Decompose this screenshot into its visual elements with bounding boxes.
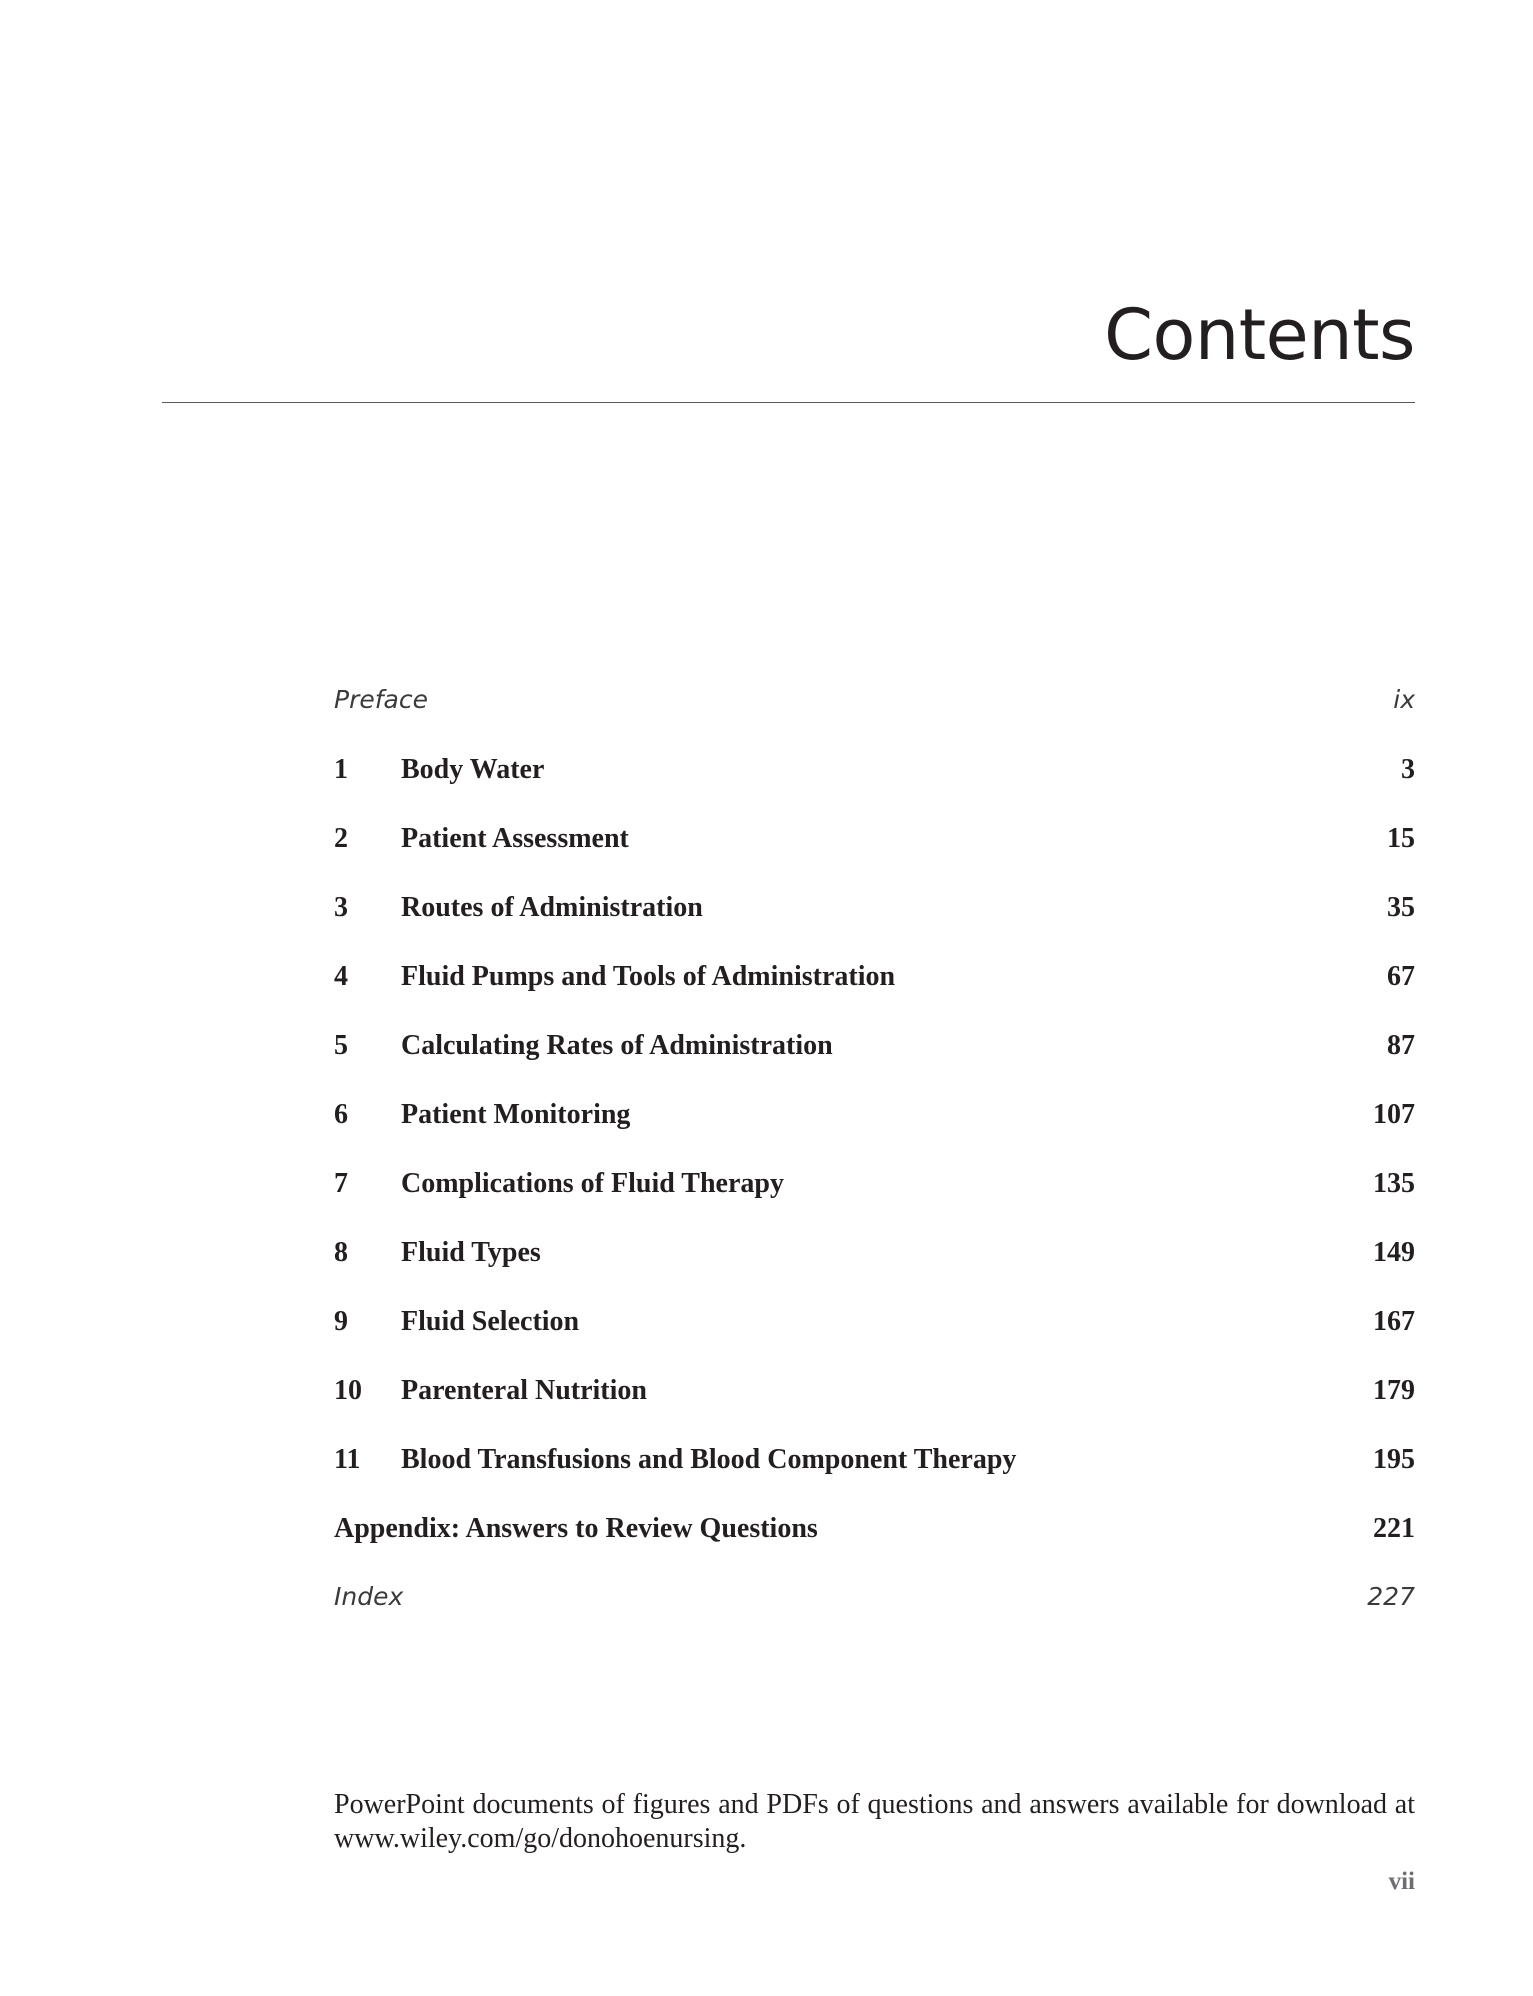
toc-entry-chapter-10[interactable] xyxy=(334,1375,1415,1444)
toc-entry-label: Patient Monitoring xyxy=(401,1099,631,1130)
toc-entry-chapter-3[interactable] xyxy=(334,892,1415,961)
toc-entry-page: 135 xyxy=(1373,1168,1415,1199)
toc-entry-chapter-4[interactable] xyxy=(334,961,1415,1030)
toc-entry-page: 35 xyxy=(1387,892,1415,923)
download-footnote: PowerPoint documents of figures and PDFs of questions and answers available for download at www.wiley.com/go/donohoenursing. xyxy=(334,1789,1415,1854)
toc-entry-number: 5 xyxy=(334,1030,348,1061)
toc-entry-chapter-2[interactable] xyxy=(334,823,1415,892)
toc-entry-number: 11 xyxy=(334,1444,361,1475)
toc-entry-label: Calculating Rates of Administration xyxy=(401,1030,833,1061)
toc-entry-appendix[interactable] xyxy=(334,1513,1415,1582)
toc-entry-label: Parenteral Nutrition xyxy=(401,1375,647,1406)
toc-entry-page: 221 xyxy=(1373,1513,1415,1544)
toc-entry-chapter-5[interactable] xyxy=(334,1030,1415,1099)
toc-entry-chapter-8[interactable] xyxy=(334,1237,1415,1306)
toc-entry-page: 3 xyxy=(1401,754,1415,785)
toc-entry-label: Blood Transfusions and Blood Component Therapy xyxy=(401,1444,1017,1475)
toc-entry-chapter-6[interactable] xyxy=(334,1099,1415,1168)
toc-entry-number: 4 xyxy=(334,961,348,992)
toc-entry-page: 167 xyxy=(1373,1306,1415,1337)
toc-entry-label: Index xyxy=(334,1582,404,1611)
page-title: Contents xyxy=(1104,294,1415,376)
toc-entry-page: 227 xyxy=(1367,1582,1415,1611)
toc-entry-page: 149 xyxy=(1373,1237,1415,1268)
toc-entry-label: Complications of Fluid Therapy xyxy=(401,1168,784,1199)
toc-entry-number: 3 xyxy=(334,892,348,923)
toc-entry-page: 87 xyxy=(1387,1030,1415,1061)
toc-entry-number: 8 xyxy=(334,1237,348,1268)
toc-entry-number: 10 xyxy=(334,1375,362,1406)
toc-entry-label: Patient Assessment xyxy=(401,823,629,854)
toc-entry-label: Fluid Pumps and Tools of Administration xyxy=(401,961,896,992)
table-of-contents xyxy=(334,685,1415,1651)
title-divider xyxy=(162,402,1415,403)
toc-entry-page: 15 xyxy=(1387,823,1415,854)
toc-entry-chapter-11[interactable] xyxy=(334,1444,1415,1513)
toc-entry-chapter-9[interactable] xyxy=(334,1306,1415,1375)
toc-entry-number: 9 xyxy=(334,1306,348,1337)
toc-entry-number: 2 xyxy=(334,823,348,854)
toc-entry-number: 6 xyxy=(334,1099,348,1130)
toc-entry-page: 195 xyxy=(1373,1444,1415,1475)
page-number: vii xyxy=(1388,1868,1415,1895)
toc-entry-label: Fluid Types xyxy=(401,1237,541,1268)
toc-entry-number: 1 xyxy=(334,754,348,785)
toc-entry-page: ix xyxy=(1393,685,1415,714)
toc-entry-label: Appendix: Answers to Review Questions xyxy=(334,1513,818,1544)
toc-entry-label: Routes of Administration xyxy=(401,892,703,923)
toc-entry-chapter-7[interactable] xyxy=(334,1168,1415,1237)
toc-entry-page: 67 xyxy=(1387,961,1415,992)
toc-entry-index[interactable] xyxy=(334,1582,1415,1651)
toc-entry-label: Body Water xyxy=(401,754,545,785)
toc-entry-preface[interactable] xyxy=(334,685,1415,754)
toc-entry-page: 107 xyxy=(1373,1099,1415,1130)
toc-entry-chapter-1[interactable] xyxy=(334,754,1415,823)
toc-entry-number: 7 xyxy=(334,1168,348,1199)
toc-entry-label: Fluid Selection xyxy=(401,1306,580,1337)
toc-entry-page: 179 xyxy=(1373,1375,1415,1406)
toc-entry-label: Preface xyxy=(334,685,428,714)
